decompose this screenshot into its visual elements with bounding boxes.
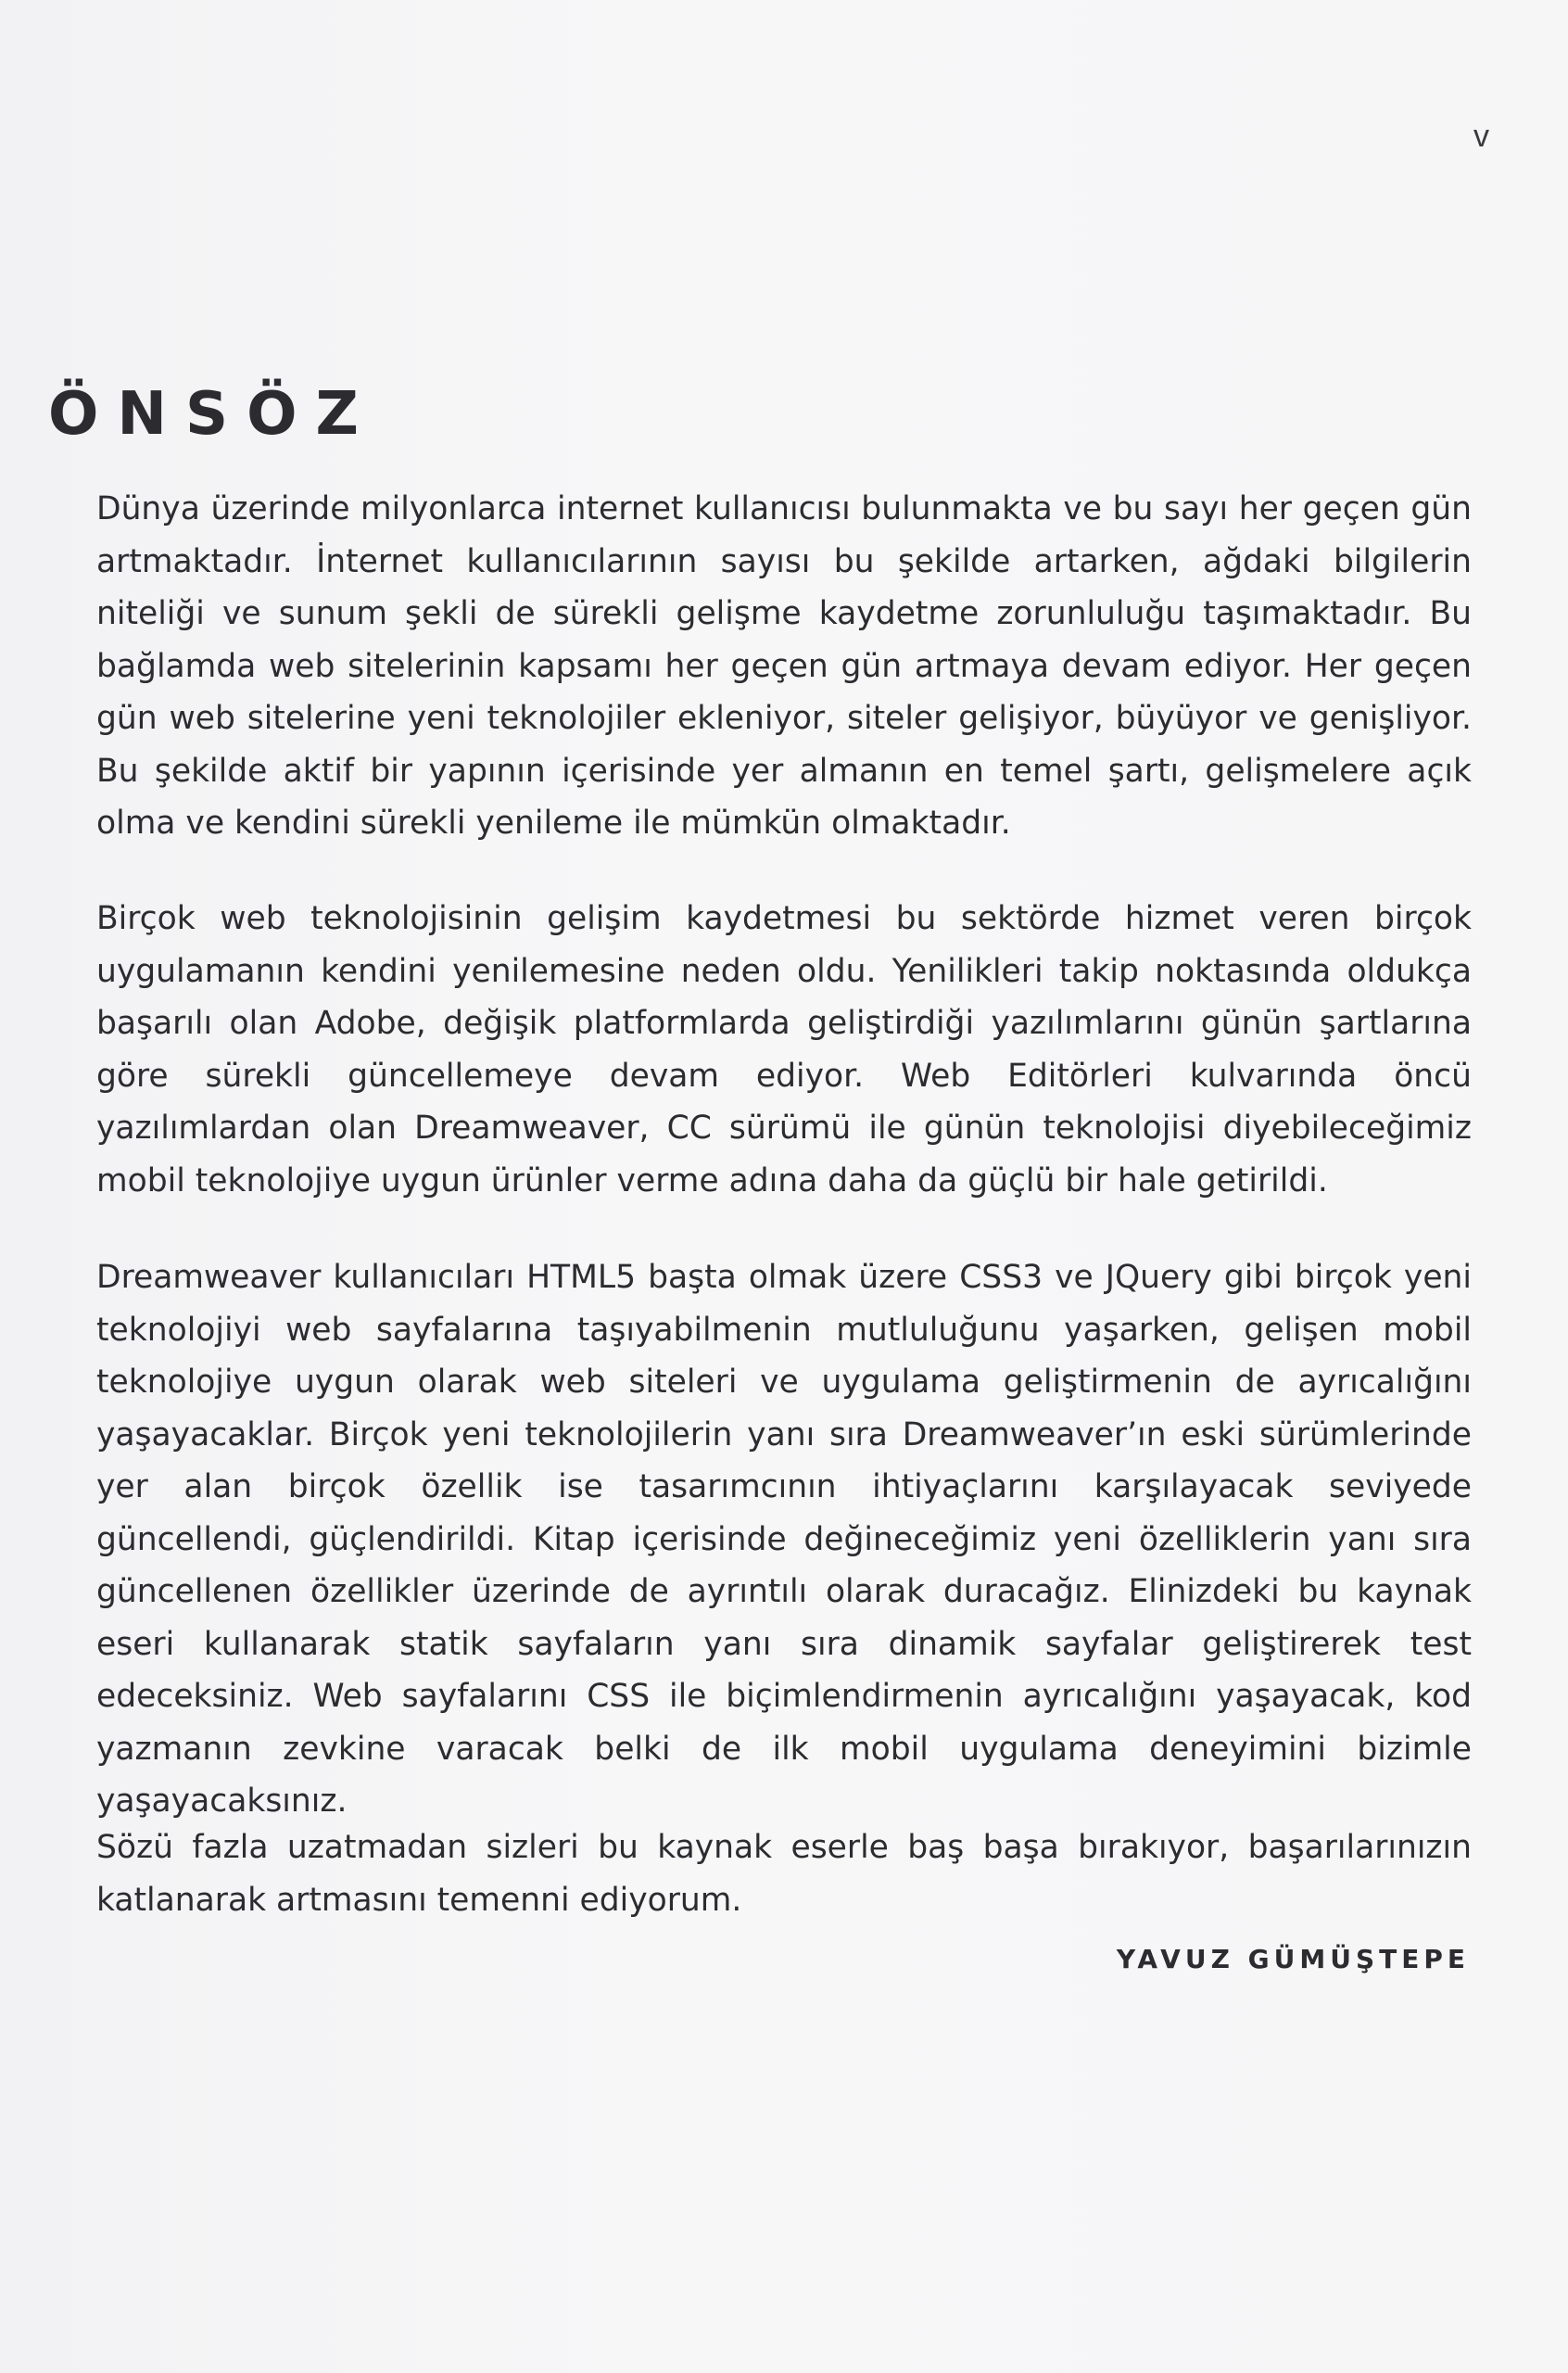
paragraph-1: Dünya üzerinde milyonlarca internet kullanıcısı bulunmakta ve bu sayı her geçen gün artmaktadır. İnternet kullanıcılarının sayısı bu şekilde artarken, ağdaki bilgilerin niteliği ve sunum şekli de sürekli gelişme kaydetme zorunluluğu taşımaktadır. Bu bağlamda web sitelerinin kapsamı her geçen gün artmaya devam ediyor. Her geçen gün web sitelerine yeni teknolojiler ekleniyor, siteler gelişiyor, büyüyor ve genişliyor. Bu şekilde aktif bir yapının içerisinde yer almanın en temel şartı, gelişmelere açık olma ve kendini sürekli yenileme ile mümkün olmaktadır. <box>96 490 1472 842</box>
paragraph-3: Dreamweaver kullanıcıları HTML5 başta olmak üzere CSS3 ve JQuery gibi birçok yeni teknolojiyi web sayfalarına taşıyabilmenin mutluluğunu yaşarken, gelişen mobil teknolojiye uygun olarak web siteleri ve uygulama geliştirmenin de ayrıcalığını yaşayacaklar. Birçok yeni teknolojilerin yanı sıra Dreamweaver’ın eski sürümlerinde yer alan birçok özellik ise tasarımcının ihtiyaçlarını karşılayacak seviyede güncellendi, güçlendirildi. Kitap içerisinde değineceğimiz yeni özelliklerin yanı sıra güncellenen özellikler üzerinde de ayrıntılı olarak duracağız. Elinizdeki bu kaynak eseri kullanarak statik sayfaların yanı sıra dinamik sayfalar geliştirerek test edeceksiniz. Web sayfalarını CSS ile biçimlendirmenin ayrıcalığını yaşayacak, kod yazmanın zevkine varacak belki de ilk mobil uygulama deneyimini bizimle yaşayacaksınız. <box>96 1259 1472 1820</box>
paragraph-4: Sözü fazla uzatmadan sizleri bu kaynak eserle baş başa bırakıyor, başarılarınızın katlanarak artmasını temenni ediyorum. <box>96 1829 1472 1919</box>
page-title: ÖNSÖZ <box>48 380 377 449</box>
page-number: v <box>1473 119 1489 154</box>
paragraph-2: Birçok web teknolojisinin gelişim kaydetmesi bu sektörde hizmet veren birçok uygulamanın kendini yenilemesine neden oldu. Yenilikleri takip noktasında oldukça başarılı olan Adobe, değişik platformlarda geliştirdiği yazılımlarını günün şartlarına göre sürekli güncellemeye devam ediyor. Web Editörleri kulvarında öncü yazılımlardan olan Dreamweaver, CC sürümü ile günün teknolojisi diyebileceğimiz mobil teknolojiye uygun ürünler verme adına daha da güçlü bir hale getirildi. <box>96 900 1472 1199</box>
author-signature: YAVUZ GÜMÜŞTEPE <box>1116 1944 1470 1974</box>
